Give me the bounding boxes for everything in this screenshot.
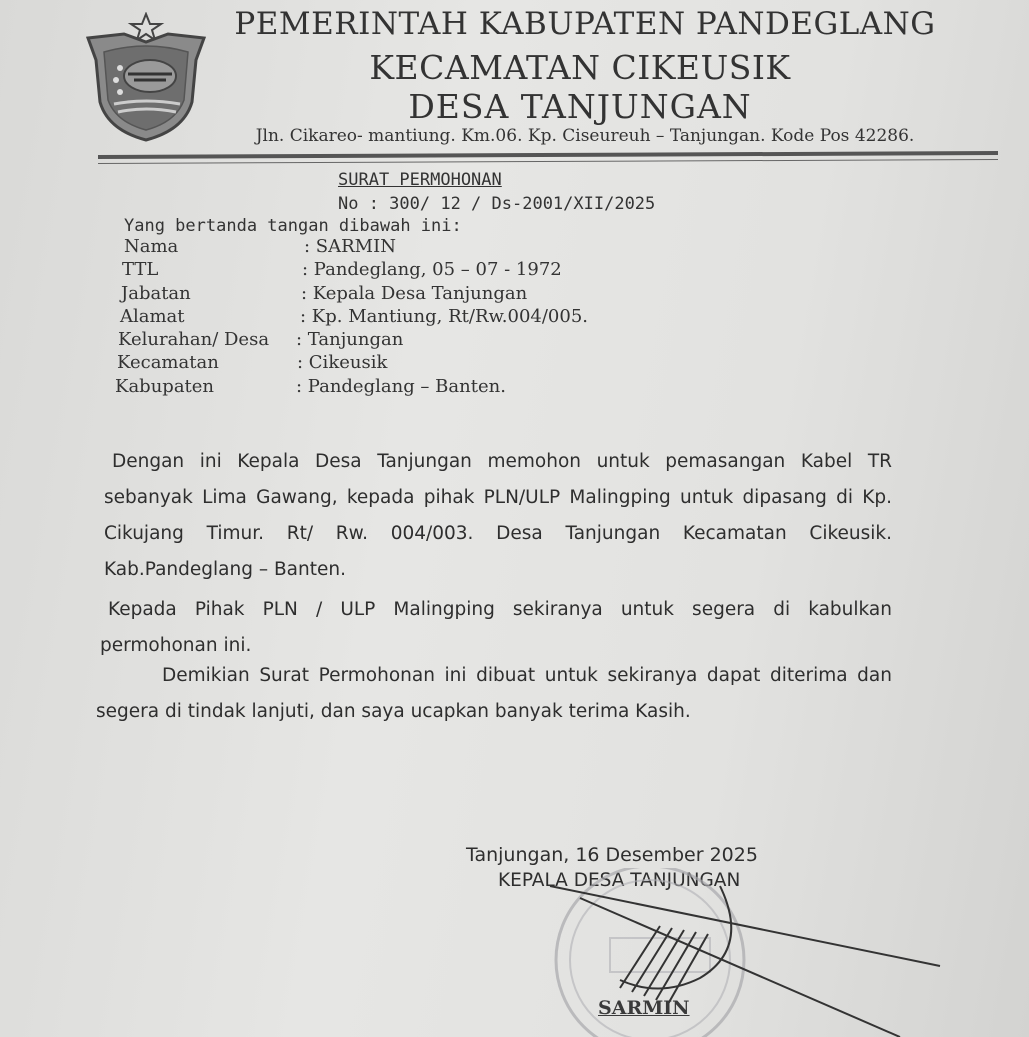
signer-position: KEPALA DESA TANJUNGAN: [498, 870, 741, 891]
body-paragraph-3: Demikian Surat Permohonan ini dibuat untuk sekiranya dapat diterima dan segera di tindak lanjuti, dan saya ucapkan banyak terima Kasih.: [96, 665, 892, 722]
letterhead-thin-rule: [98, 159, 998, 164]
field-value: : Pandeglang – Banten.: [296, 376, 506, 397]
place-date: Tanjungan, 16 Desember 2025: [466, 844, 758, 866]
regency-emblem-logo: [84, 12, 208, 142]
field-label: Kabupaten: [115, 376, 215, 397]
field-label: Kecamatan: [117, 352, 219, 373]
field-value: : Tanjungan: [296, 329, 404, 350]
field-value: : Kepala Desa Tanjungan: [301, 283, 528, 304]
field-label: Alamat: [120, 306, 185, 327]
field-label: TTL: [122, 259, 159, 280]
letter-title: SURAT PERMOHONAN: [338, 170, 502, 190]
field-value: : Kp. Mantiung, Rt/Rw.004/005.: [300, 306, 588, 327]
letterhead-line-1: PEMERINTAH KABUPATEN PANDEGLANG: [234, 6, 936, 42]
field-label: Kelurahan/ Desa: [118, 329, 270, 350]
field-label: Nama: [124, 236, 179, 257]
signer-name: SARMIN: [598, 997, 690, 1019]
letterhead-thick-rule: [98, 151, 998, 159]
field-value: : Pandeglang, 05 – 07 - 1972: [302, 259, 562, 280]
letterhead-line-3: DESA TANJUNGAN: [408, 87, 752, 126]
letter-intro: Yang bertanda tangan dibawah ini:: [124, 216, 462, 236]
field-label: Jabatan: [121, 283, 191, 304]
body-paragraph-2: Kepada Pihak PLN / ULP Malingping sekiranya untuk segera di kabulkan permohonan ini.: [100, 599, 892, 656]
letterhead-address: Jln. Cikareo- mantiung. Km.06. Kp. Ciseureuh – Tanjungan. Kode Pos 42286.: [255, 126, 915, 146]
body-paragraph-1: Dengan ini Kepala Desa Tanjungan memohon untuk pemasangan Kabel TR sebanyak Lima Gawang, kepada pihak PLN/ULP Malingping untuk dipasang di Kp. Cikujang Timur. Rt/ Rw. 004/003. Desa Tanjungan Kecamatan Cikeusik. Kab.Pandeglang – Banten.: [104, 451, 892, 580]
field-value: : Cikeusik: [297, 352, 388, 373]
field-value: : SARMIN: [304, 236, 396, 257]
letter-number: No : 300/ 12 / Ds-2001/XII/2025: [338, 194, 656, 214]
letterhead-line-2: KECAMATAN CIKEUSIK: [369, 48, 791, 87]
